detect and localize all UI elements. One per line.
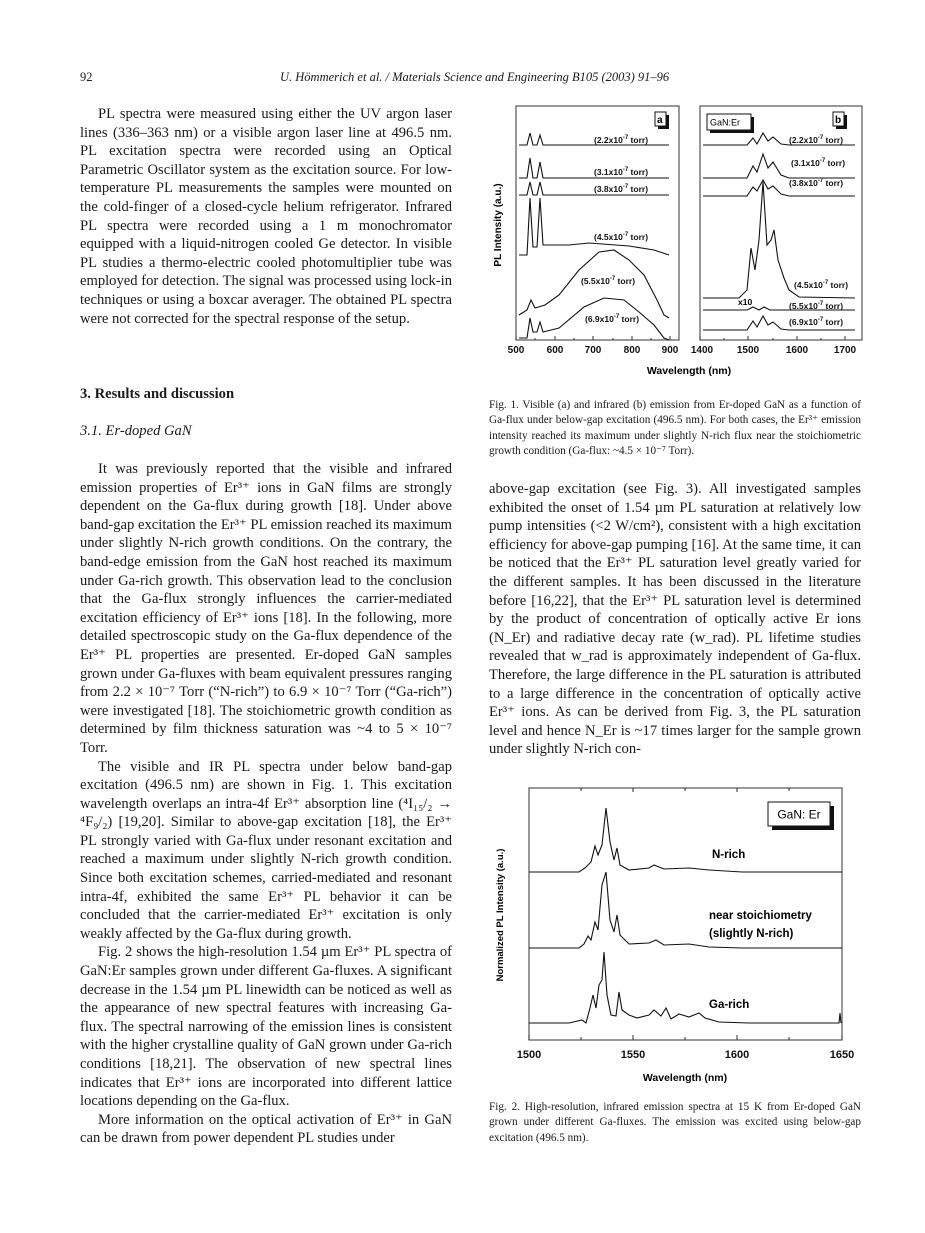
svg-text:(2.2x10-7 torr): ($2.2x10^{-7}$ torr): [594, 135, 649, 145]
panel-a-label: a: [657, 115, 663, 126]
paragraph-methods: PL spectra were measured using either the UV argon laser lines (336–363 nm) or a visible argon laser line at 496.5 nm. PL excitation spectra were recorded using an Optical Parametric Oscillator system as the excitation source. For low-temperature PL measurements the samples were mounted on the cold-finger of a closed-cycle helium refrigerator. Infrared PL spectra were recorded using a 1 m monochromator equipped with a liquid-nitrogen cooled Ge detector. In visible PL studies a thermo-electric cooled photomultiplier tube was employed for detection. The signal was processed using lock-in techniques or using a boxcar averager. The obtained PL spectra were not corrected for the spectral response of the setup.: [80, 106, 452, 327]
paragraph-fig1-discussion: The visible and IR PL spectra under below band-gap excitation (496.5 nm) are shown in Fig. 1. This excitation wavelength overlaps an intra-4f Er³⁺ absorption line (⁴I₁₅/₂ → ⁴F₉/₂) [19,20]. Similar to above-gap excitation [18], the Er³⁺ PL strongly varied with Ga-flux under resonant excitation and reached a maximum under slightly N-rich growth condition. Since both excitation schemes, carried-mediated and resonant intra-4f, exhibited the same Er³⁺ PL behavior it can be concluded that the carrier-mediated Er³⁺ excitation is only weakly affected by the Ga-flux during growth.: [80, 758, 452, 942]
section-title: 3. Results and discussion: [80, 386, 235, 402]
svg-text:1600: 1600: [724, 1049, 750, 1061]
figure-1: [489, 100, 869, 385]
svg-text:1400: 1400: [690, 345, 714, 356]
label-ga-rich: Ga-rich: [709, 999, 750, 1011]
left-body: [80, 460, 452, 1148]
right-column: [489, 480, 861, 759]
panel-b-label: b: [835, 115, 842, 126]
svg-text:1500: 1500: [736, 345, 760, 356]
figure-2: [489, 780, 869, 1095]
svg-text:(3.1x10-7 torr): ($3.1x10^{-7}$ torr): [594, 167, 649, 177]
fig1-x-axis-label: Wavelength (nm): [646, 365, 732, 377]
x10-annotation: x10: [738, 297, 753, 307]
svg-text:(3.8x10-7 torr): ($3.8x10^{-7}$ torr): [594, 184, 649, 194]
svg-text:1500: 1500: [516, 1049, 542, 1061]
svg-text:1600: 1600: [785, 345, 809, 356]
svg-text:700: 700: [584, 345, 602, 356]
running-header: [0, 70, 925, 90]
paragraph-intro: It was previously reported that the visible and infrared emission properties of Er³⁺ ions in GaN films are strongly dependent on the Ga-flux during growth [18]. Under above band-gap excitation the Er³⁺ PL emission reached its maximum under slightly N-rich growth conditions. On the contrary, the band-edge emission from the GaN host reached its maximum under Ga-rich growth. This observation lead to the conclusion that the Ga-flux strongly influences the carrier-mediated excitation efficiency of Er³⁺ ions [18]. In the following, more detailed spectroscopic study on the Ga-flux dependence of the Er³⁺ PL properties are presented. Er-doped GaN samples grown under Ga-fluxes with beam equivalent pressures ranging from 2.2 × 10⁻⁷ Torr (“N-rich”) to 6.9 × 10⁻⁷ Torr (“Ga-rich”) were investigated [18]. The stoichiometric growth condition as determined by film thickness saturation was ~4 to 5 × 10⁻⁷ Torr.: [80, 461, 452, 756]
figure-1-plot: [489, 100, 869, 385]
label-slightly-n-rich: (slightly N-rich): [709, 928, 794, 940]
paragraph-fig2-discussion: Fig. 2 shows the high-resolution 1.54 µm Er³⁺ PL spectra of GaN:Er samples grown under different Ga-fluxes. A significant decrease in the 1.54 µm PL linewidth can be noticed as well as the appearance of new spectral features with increasing Ga-flux. The spectral narrowing of the emission lines is consistent with the higher crystalline quality of GaN grown under Ga-rich conditions [18,21]. The observation of new spectral lines indicates that Er³⁺ ions are incorporated into different lattice locations depending on the Ga-flux.: [80, 944, 452, 1110]
svg-text:900: 900: [661, 345, 679, 356]
svg-text:(2.2x10-7 torr): ($2.2x10^{-7}$ torr): [789, 135, 844, 145]
panel-b-legend-box: GaN:Er: [710, 117, 741, 128]
svg-text:500: 500: [507, 345, 525, 356]
svg-text:1650: 1650: [829, 1049, 855, 1061]
fig2-x-axis-label: Wavelength (nm): [642, 1072, 728, 1084]
svg-text:(5.5x10-7 torr): ($5.5x10^{-7}$ torr): [581, 276, 636, 286]
svg-text:(6.9x10-7 torr): ($6.9x10^{-7}$ torr): [585, 314, 640, 324]
paragraph-power-dependence: More information on the optical activation of Er³⁺ in GaN can be drawn from power dependent PL studies under: [80, 1111, 452, 1147]
subsection-wrap: [80, 422, 452, 441]
svg-text:800: 800: [623, 345, 641, 356]
svg-text:(3.8x10-7 torr): ($3.8x10^{-7}$ torr): [789, 178, 844, 188]
fig1-y-axis-label: PL Intensity (a.u.): [493, 183, 504, 267]
svg-text:600: 600: [546, 345, 564, 356]
paragraph-saturation: above-gap excitation (see Fig. 3). All investigated samples exhibited the onset of 1.54 µm PL saturation at relatively low pump intensities (<2 W/cm²), consistent with a high excitation efficiency for above-gap pumping [16]. At the same time, it can be noticed that the Er³⁺ PL saturation level greatly varied for the different samples. It has been discussed in the literature before [16,22], that the Er³⁺ PL saturation level is determined by the product of concentration of optically active Er ions (N_Er) and radiative decay rate (w_rad). PL lifetime studies revealed that w_rad is approximately independent of Ga-flux. Therefore, the large difference in the PL saturation is attributed to a large difference in the concentration of optically active Er³⁺ ions. As can be derived from Fig. 3, the PL saturation level and hence N_Er is ~17 times larger for the sample grown under slightly N-rich con-: [489, 481, 861, 758]
svg-text:(4.5x10-7 torr): ($4.5x10^{-7}$ torr): [794, 280, 849, 290]
figure-2-caption: Fig. 2. High-resolution, infrared emission spectra at 15 K from Er-doped GaN grown under different Ga-fluxes. The emission was excited using below-gap excitation (496.5 nm).: [489, 1101, 861, 1144]
left-column: [80, 105, 452, 328]
svg-text:1700: 1700: [833, 345, 857, 356]
svg-text:(4.5x10-7 torr): ($4.5x10^{-7}$ torr): [594, 232, 649, 242]
svg-text:(5.5x10-7 torr): ($5.5x10^{-7}$ torr): [789, 301, 844, 311]
figure-2-plot: [489, 780, 869, 1095]
svg-text:(3.1x10-7 torr): ($3.1x10^{-7}$ torr): [791, 158, 846, 168]
label-near-stoichiometry: near stoichiometry: [709, 910, 812, 922]
journal-citation: U. Hömmerich et al. / Materials Science and Engineering B105 (2003) 91–96: [280, 70, 670, 84]
fig2-legend-box: GaN: Er: [777, 807, 821, 822]
section-heading-wrap: [80, 385, 452, 404]
label-n-rich: N-rich: [712, 849, 746, 861]
subsection-title: 3.1. Er-doped GaN: [80, 423, 192, 439]
svg-text:1550: 1550: [620, 1049, 646, 1061]
page-number: 92: [80, 70, 93, 84]
figure-1-caption: Fig. 1. Visible (a) and infrared (b) emission from Er-doped GaN as a function of Ga-flux under below-gap excitation (496.5 nm). For both cases, the Er³⁺ emission intensity reached its maximum under slightly N-rich flux near the stoichiometric growth condition (Ga-flux: ~4.5 × 10⁻⁷ Torr).: [489, 399, 861, 458]
fig2-y-axis-label: Normalized PL Intensity (a.u.): [495, 848, 506, 982]
svg-text:(6.9x10-7 torr): ($6.9x10^{-7}$ torr): [789, 317, 844, 327]
